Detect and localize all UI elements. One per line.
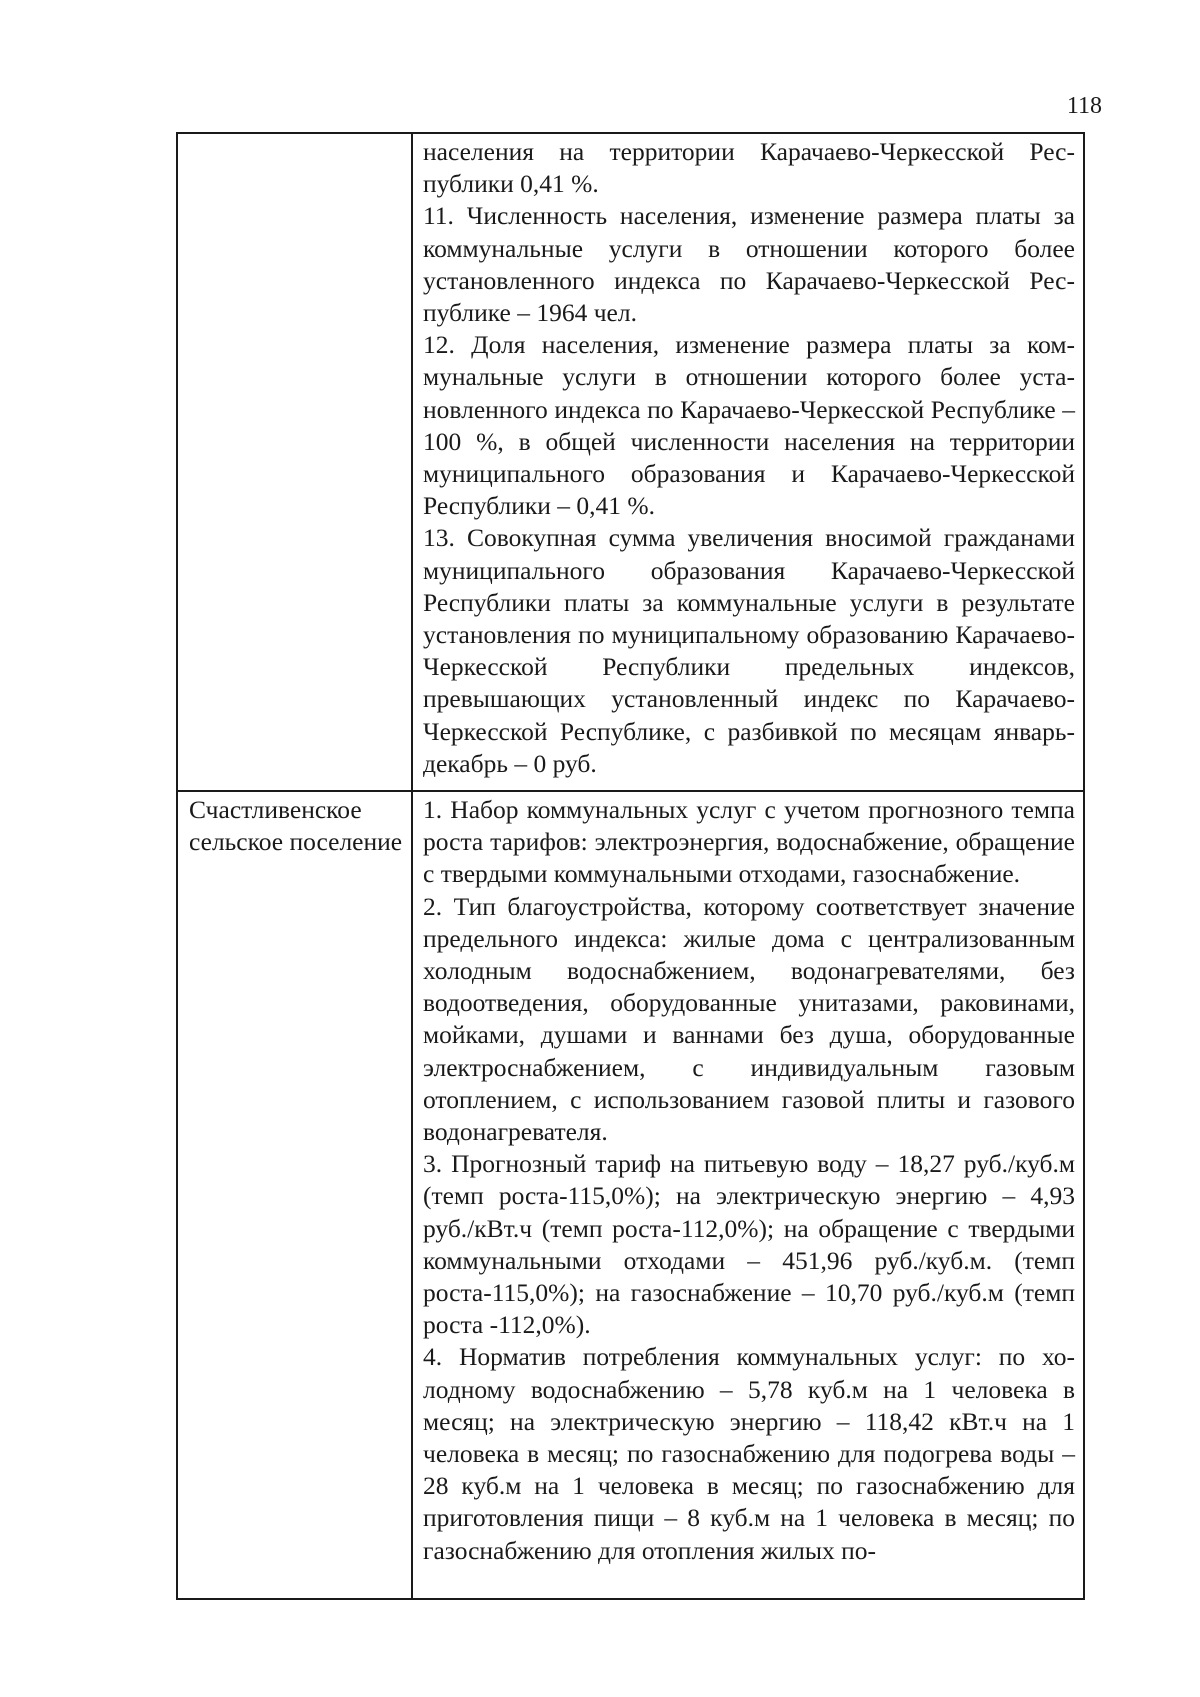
description-cell xyxy=(412,791,1084,1599)
paragraph: 12. Доля населения, изменение размера платы за коммунальные услуги в отношении которого более установленного индекса по Карачаево-Черкесской Республике – 100 %, в общей численности населения на территории муниципального образования и Карачаево-Черкесской Республики – 0,41 %. xyxy=(423,330,1075,521)
paragraph: 1. Набор коммунальных услуг с учетом прогнозного темпа роста тарифов: электроэнергия, водоснабжение, обращение с твердыми коммунальными отходами, газоснабжение. xyxy=(423,795,1075,889)
page-number: 118 xyxy=(1066,93,1102,119)
paragraph: 11. Численность населения, изменение размера платы за коммунальные услуги в отношении которого более установленного индекса по Карачаево-Черкесской Республике – 1964 чел. xyxy=(423,201,1075,328)
paragraph: 3. Прогнозный тариф на питьевую воду – 18,27 руб./куб.м (темп роста-115,0%); на электрическую энергию – 4,93 руб./кВт.ч (темп роста-112,0%); на обращение с твердыми коммунальными отходами – 451,96 руб./куб.м. (темп роста-115,0%); на газоснабжение – 10,70 руб./куб.м (темп роста -112,0%). xyxy=(423,1149,1075,1340)
paragraph: 4. Норматив потребления коммунальных услуг: по холодному водоснабжению – 5,78 куб.м на 1 человека в месяц; на электрическую энергию – 118,42 кВт.ч на 1 человека в месяц; по газоснабжению для подогрева воды – 28 куб.м на 1 человека в месяц; по газоснабжению для приготовления пищи – 8 куб.м на 1 человека в месяц; по газоснабжению для отопления жилых по- xyxy=(423,1342,1075,1565)
indices-table xyxy=(176,132,1085,1600)
table-row xyxy=(177,791,1084,1599)
municipality-cell xyxy=(177,133,412,791)
paragraph: населения на территории Карачаево-Черкесской Республики 0,41 %. xyxy=(423,137,1075,199)
description-cell xyxy=(412,133,1084,791)
paragraph: 13. Совокупная сумма увеличения вносимой гражданами муниципального образования Карачаево-Черкесской Республики платы за коммунальные услуги в результате установления по муниципальному образованию Карачаево-Черкесской Республики предельных индексов, превышающих установленный индекс по Карачаево-Черкесской Республике, с разбивкой по месяцам январь-декабрь – 0 руб. xyxy=(423,523,1075,778)
municipality-cell: Счастливенское сельское поселение xyxy=(177,791,412,1599)
table-row xyxy=(177,133,1084,791)
paragraph: 2. Тип благоустройства, которому соответствует значение предельного индекса: жилые дома с централизованным холодным водоснабжением, водонагревателями, без водоотведения, оборудованные унитазами, раковинами, мойками, душами и ваннами без душа, оборудованные электроснабжением, с индивидуальным газовым отоплением, с использованием газовой плиты и газового водонагревателя. xyxy=(423,891,1075,1147)
